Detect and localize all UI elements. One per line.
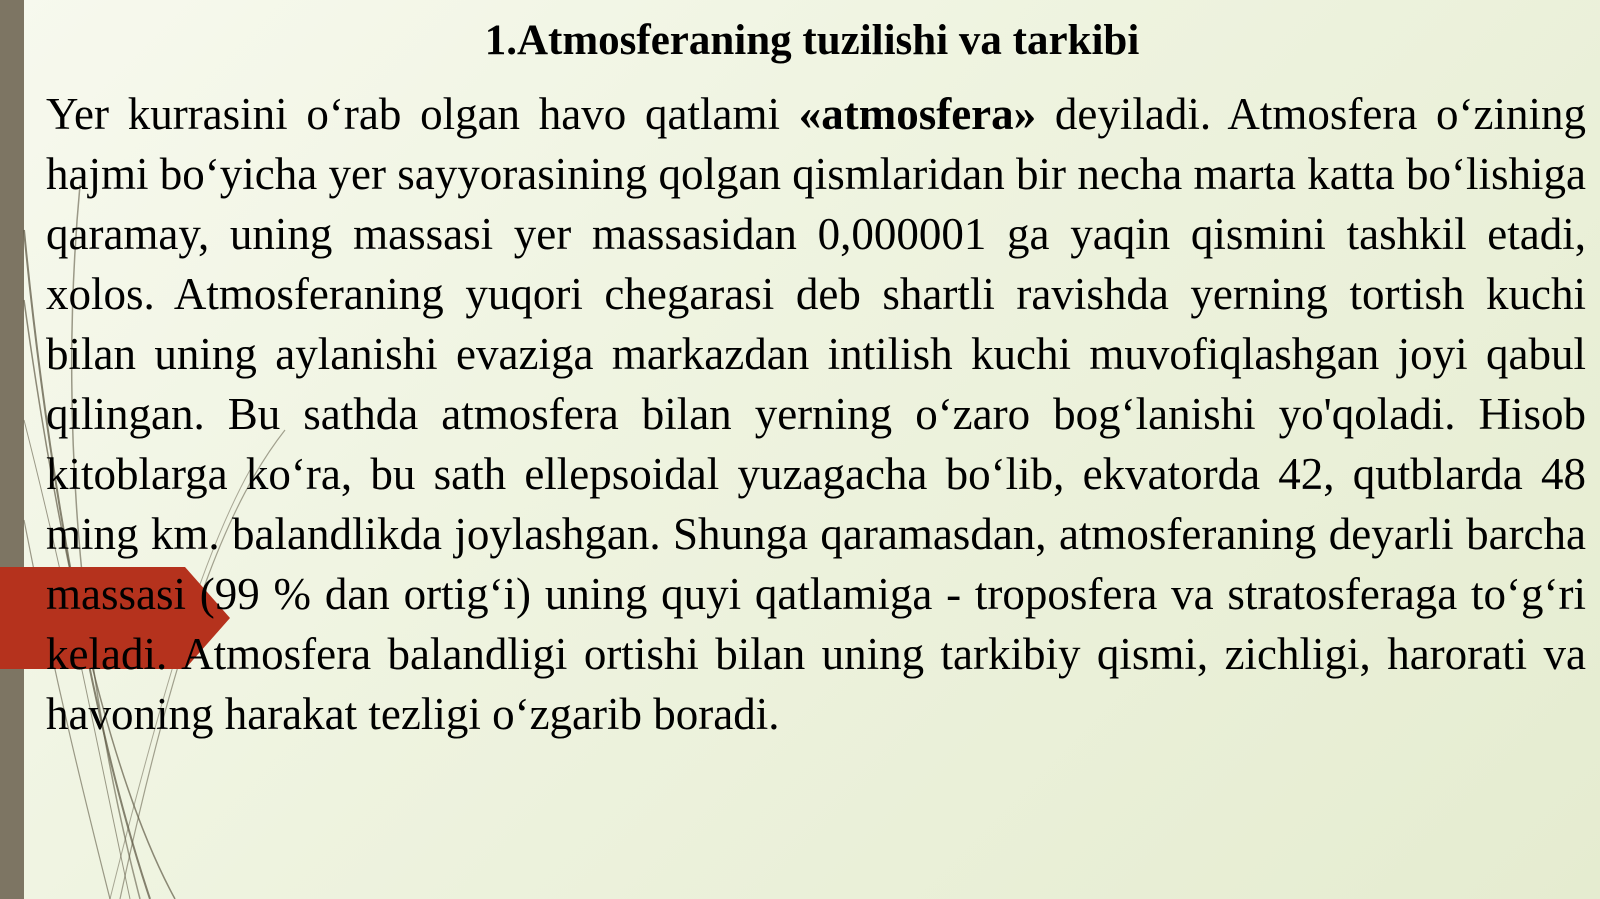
paragraph-intro: Yer kurrasini o‘rab olgan havo qatlami xyxy=(46,89,799,139)
highlighted-term: «atmosfera» xyxy=(798,89,1037,139)
body-paragraph xyxy=(46,84,1586,744)
slide-title: 1.Atmosferaning tuzilishi va tarkibi xyxy=(484,17,1140,64)
paragraph-rest: deyiladi. Atmosfera o‘zining hajmi bo‘yicha yer sayyorasining qolgan qismlaridan bir necha marta katta bo‘lishiga qaramay, uning massasi yer massasidan 0,000001 ga yaqin qismini tashkil etadi, xolos. Atmosferaning yuqori chegarasi deb shartli ravishda yerning tortish kuchi bilan uning aylanishi evaziga markazdan intilish kuchi muvofiqlashgan joyi qabul qilingan. Bu sathda atmosfera bilan yerning o‘zaro bog‘lanishi yo'qoladi. Hisob kitoblarga ko‘ra, bu sath ellepsoidal yuzagacha bo‘lib, ekvatorda 42, qutblarda 48 ming km. balandlikda joylashgan. Shunga qaramasdan, atmosferaning deyarli barcha massasi (99 % dan ortig‘i) uning quyi qatlamiga - troposfera va stratosferaga to‘g‘ri keladi. Atmosfera balandligi ortishi bilan uning tarkibiy qismi, zichligi, harorati va havoning harakat tezligi o‘zgarib boradi. xyxy=(46,89,1587,739)
